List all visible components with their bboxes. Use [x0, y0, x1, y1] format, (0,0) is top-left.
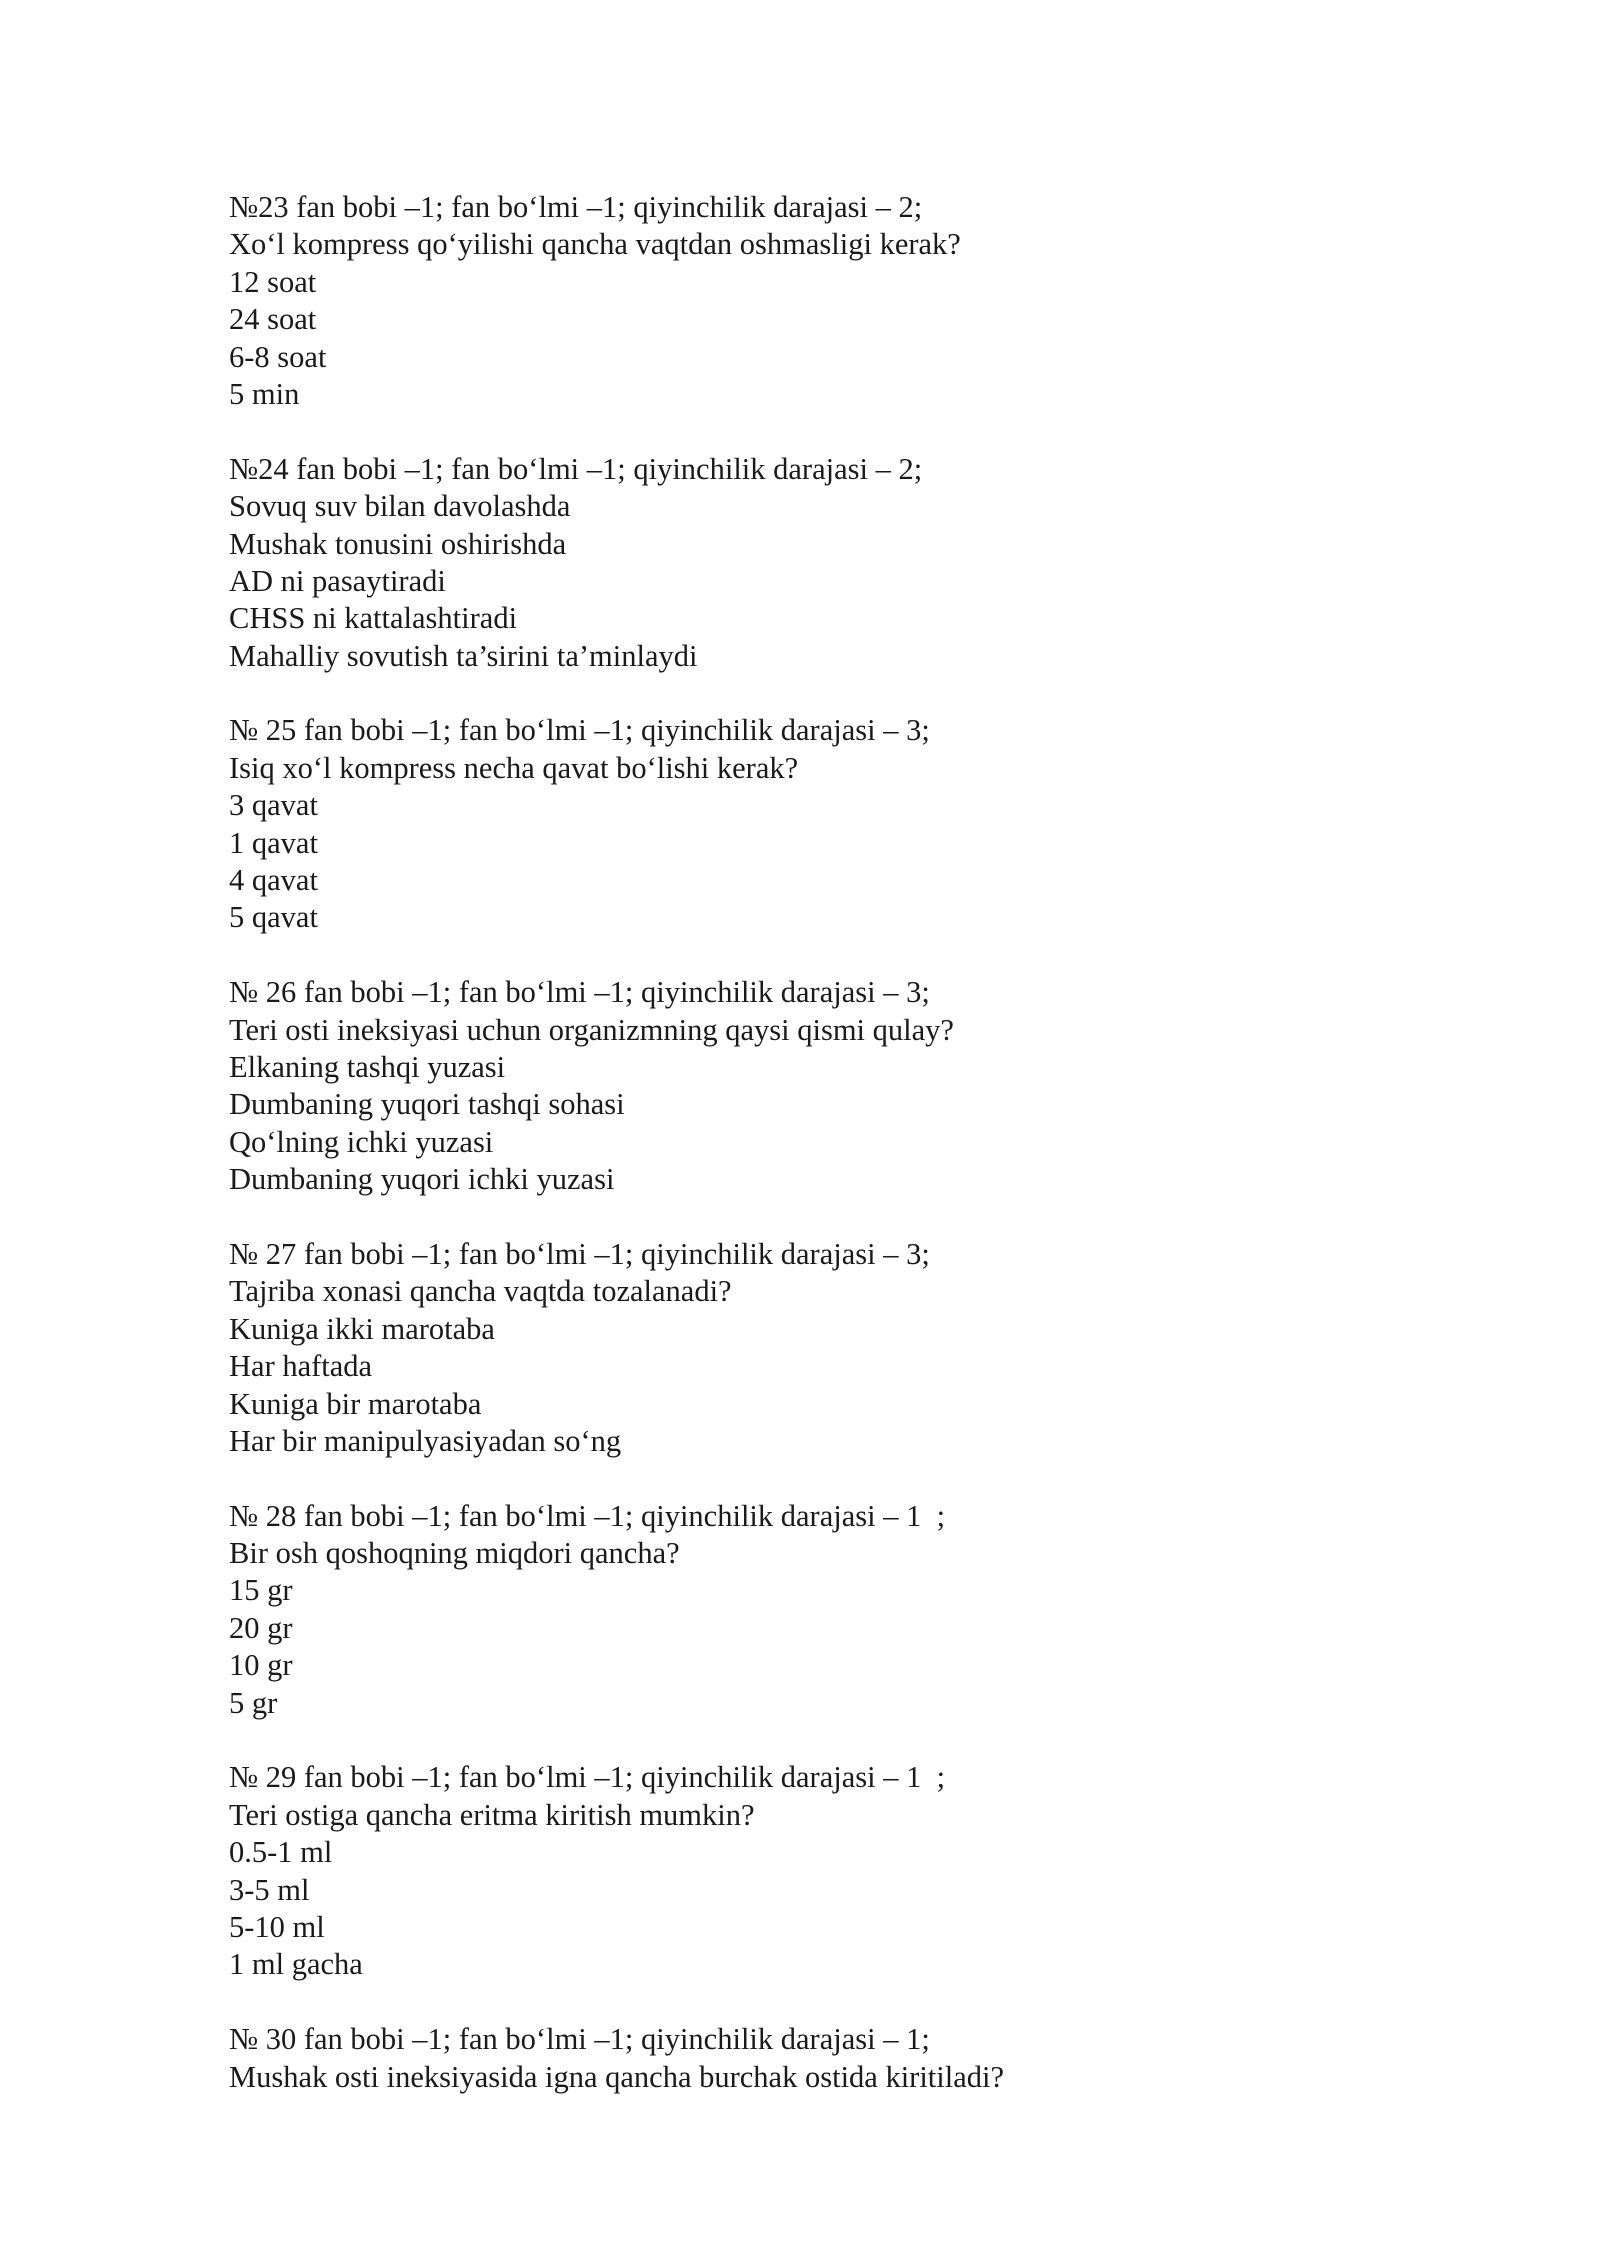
question-header: № 29 fan bobi –1; fan bo‘lmi –1; qiyinchilik darajasi – 1 ;: [229, 1760, 946, 1795]
question-block-23: [229, 189, 1429, 413]
question-text: Teri ostiga qancha eritma kiritish mumkin?: [229, 1797, 755, 1832]
question-block-28: [229, 1498, 1429, 1722]
question-header: № 28 fan bobi –1; fan bo‘lmi –1; qiyinchilik darajasi – 1 ;: [229, 1498, 946, 1533]
question-header: № 30 fan bobi –1; fan bo‘lmi –1; qiyinchilik darajasi – 1;: [229, 2022, 930, 2057]
answer-option: 12 soat: [229, 264, 317, 299]
question-block-30: [229, 2021, 1429, 2096]
question-text: Xo‘l kompress qo‘yilishi qancha vaqtdan oshmasligi kerak?: [229, 227, 961, 262]
answer-option: Dumbaning yuqori tashqi sohasi: [229, 1087, 625, 1122]
answer-option: 20 gr: [229, 1610, 293, 1645]
answer-option: 5 min: [229, 376, 300, 411]
question-block-27: [229, 1236, 1429, 1460]
answer-option: Elkaning tashqi yuzasi: [229, 1049, 506, 1084]
question-text: Isiq xo‘l kompress necha qavat bo‘lishi kerak?: [229, 750, 799, 785]
answer-option: 1 ml gacha: [229, 1947, 363, 1982]
answer-option: Kuniga ikki marotaba: [229, 1311, 495, 1346]
question-header: №24 fan bobi –1; fan bo‘lmi –1; qiyinchilik darajasi – 2;: [229, 451, 923, 486]
question-text: Mushak osti ineksiyasida igna qancha burchak ostida kiritiladi?: [229, 2059, 1005, 2094]
answer-option: 5 qavat: [229, 900, 318, 935]
question-block-29: [229, 1759, 1429, 1983]
answer-option: Har haftada: [229, 1349, 373, 1384]
answer-option: Har bir manipulyasiyadan so‘ng: [229, 1423, 622, 1458]
answer-option: 5 gr: [229, 1685, 278, 1720]
answer-option: 0.5-1 ml: [229, 1835, 333, 1870]
answer-option: 1 qavat: [229, 825, 318, 860]
answer-option: CHSS ni kattalashtiradi: [229, 601, 518, 636]
question-header: № 26 fan bobi –1; fan bo‘lmi –1; qiyinchilik darajasi – 3;: [229, 975, 930, 1010]
answer-option: 5-10 ml: [229, 1909, 325, 1944]
question-text: Sovuq suv bilan davolashda: [229, 489, 571, 524]
question-header: №23 fan bobi –1; fan bo‘lmi –1; qiyinchilik darajasi – 2;: [229, 190, 923, 224]
answer-option: Kuniga bir marotaba: [229, 1386, 482, 1421]
question-header: № 27 fan bobi –1; fan bo‘lmi –1; qiyinchilik darajasi – 3;: [229, 1236, 930, 1271]
answer-option: Dumbaning yuqori ichki yuzasi: [229, 1162, 615, 1197]
answer-option: Mahalliy sovutish ta’sirini ta’minlaydi: [229, 638, 698, 673]
answer-option: 15 gr: [229, 1573, 293, 1608]
question-block-26: [229, 974, 1429, 1198]
answer-option: 24 soat: [229, 302, 317, 337]
answer-option: 10 gr: [229, 1648, 293, 1683]
document-body: [229, 189, 1429, 2133]
question-text: Bir osh qoshoqning miqdori qancha?: [229, 1536, 680, 1571]
question-block-25: [229, 712, 1429, 936]
answer-option: 6-8 soat: [229, 339, 327, 374]
answer-option: 4 qavat: [229, 863, 318, 898]
answer-option: Qo‘lning ichki yuzasi: [229, 1124, 494, 1159]
question-text: Tajriba xonasi qancha vaqtda tozalanadi?: [229, 1274, 732, 1309]
answer-option: Mushak tonusini oshirishda: [229, 526, 567, 561]
answer-option: 3-5 ml: [229, 1872, 310, 1907]
question-text: Teri osti ineksiyasi uchun organizmning qaysi qismi qulay?: [229, 1012, 954, 1047]
question-block-24: [229, 451, 1429, 675]
question-header: № 25 fan bobi –1; fan bo‘lmi –1; qiyinchilik darajasi – 3;: [229, 713, 930, 748]
answer-option: 3 qavat: [229, 788, 318, 823]
answer-option: AD ni pasaytiradi: [229, 563, 446, 598]
